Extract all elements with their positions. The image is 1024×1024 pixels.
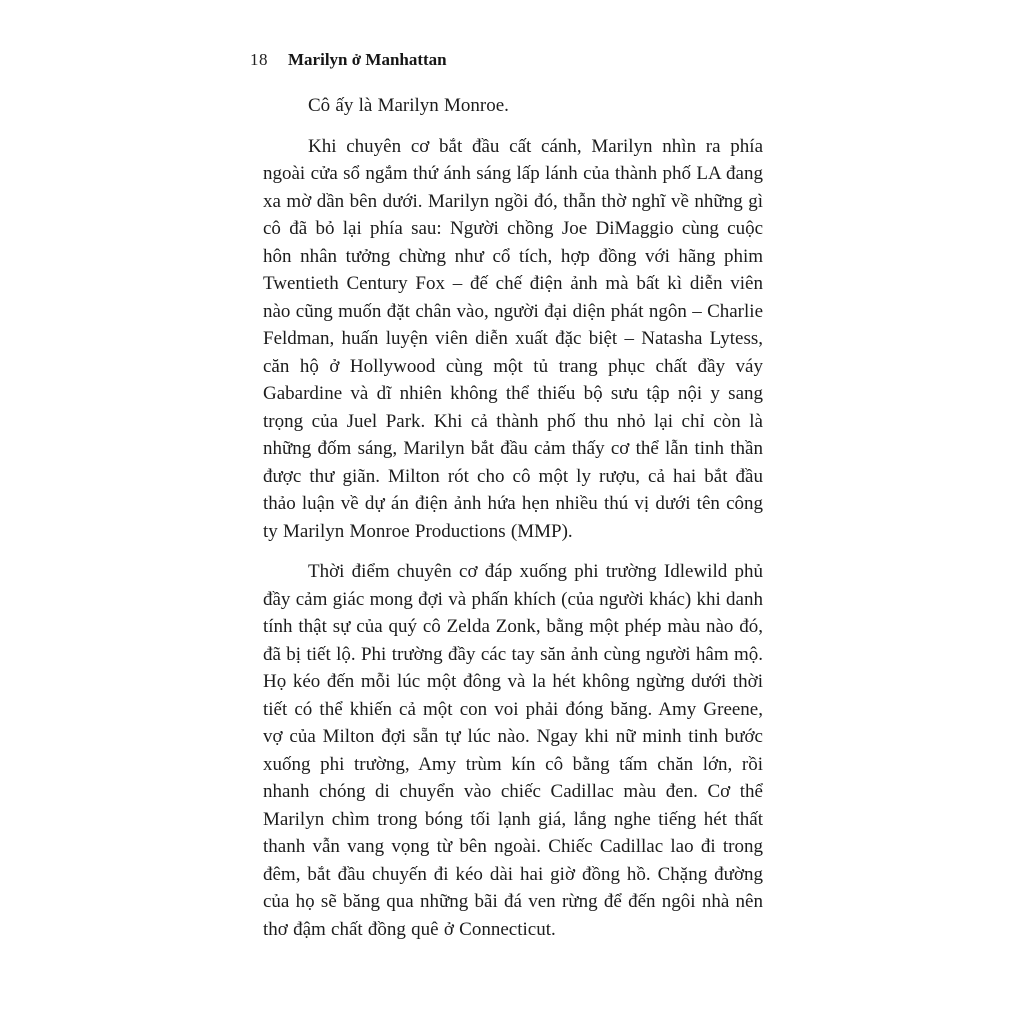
- paragraph-takeoff: Khi chuyên cơ bắt đầu cất cánh, Marilyn nhìn ra phía ngoài cửa sổ ngắm thứ ánh sáng lấp lánh của thành phố LA đang xa mờ dần bên dưới. Marilyn ngồi đó, thẫn thờ nghĩ về những gì cô đã bỏ lại phía sau: Người chồng Joe DiMaggio cùng cuộc hôn nhân tưởng chừng như cổ tích, hợp đồng với hãng phim Twentieth Century Fox – đế chế điện ảnh mà bất kì diễn viên nào cũng muốn đặt chân vào, người đại diện phát ngôn – Charlie Feldman, huấn luyện viên diễn xuất đặc biệt – Natasha Lytess, căn hộ ở Hollywood cùng một tủ trang phục chất đầy váy Gabardine và dĩ nhiên không thể thiếu bộ sưu tập nội y sang trọng của Juel Park. Khi cả thành phố thu nhỏ lại chỉ còn là những đốm sáng, Marilyn bắt đầu cảm thấy cơ thể lẫn tinh thần được thư giãn. Milton rót cho cô một ly rượu, cả hai bắt đầu thảo luận về dự án điện ảnh hứa hẹn nhiều thú vị dưới tên công ty Marilyn Monroe Productions (MMP).: [263, 135, 763, 542]
- body-text-column: [263, 92, 763, 956]
- page-number: 18: [250, 50, 268, 69]
- paragraph-opening-line: Cô ấy là Marilyn Monroe.: [308, 95, 509, 116]
- running-header-title: Marilyn ở Manhattan: [288, 50, 447, 69]
- paragraph-landing: Thời điểm chuyên cơ đáp xuống phi trường Idlewild phủ đầy cảm giác mong đợi và phấn khích (của người khác) khi danh tính thật sự của quý cô Zelda Zonk, bằng một phép màu nào đó, đã bị tiết lộ. Phi trường đầy các tay săn ảnh cùng người hâm mộ. Họ kéo đến mỗi lúc một đông và la hét không ngừng dưới thời tiết có thể khiến cả một con voi phải đóng băng. Amy Greene, vợ của Milton đợi sẵn tự lúc nào. Ngay khi nữ minh tinh bước xuống phi trường, Amy trùm kín cô bằng tấm chăn lớn, rồi nhanh chóng di chuyển vào chiếc Cadillac màu đen. Cơ thể Marilyn chìm trong bóng tối lạnh giá, lắng nghe tiếng hét thất thanh vẫn vang vọng từ bên ngoài. Chiếc Cadillac lao đi trong đêm, bắt đầu chuyến đi kéo dài hai giờ đồng hồ. Chặng đường của họ sẽ băng qua những bãi đá ven rừng để đến ngôi nhà nên thơ đậm chất đồng quê ở Connecticut.: [263, 561, 763, 940]
- running-header: [250, 50, 770, 70]
